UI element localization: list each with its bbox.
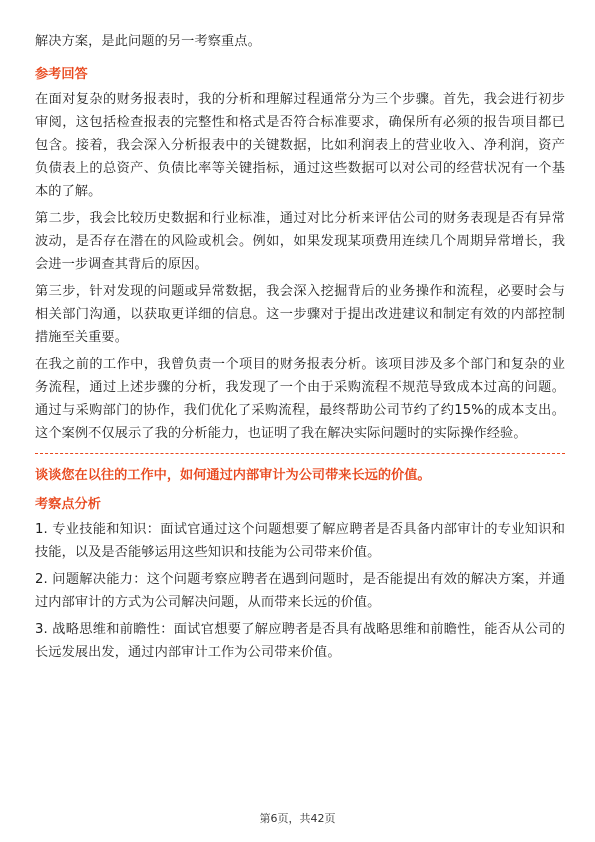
page-footer: 第6页，共42页 (259, 812, 336, 825)
answer-paragraph-3: 第三步，针对发现的问题或异常数据，我会深入挖掘背后的业务操作和流程，必要时会与相关部门沟通，以获取更详细的信息。这一步骤对于提出改进建议和制定有效的内部控制措施至关重要。 (35, 284, 565, 345)
page-content (35, 30, 565, 668)
section-divider (35, 453, 565, 454)
intro-line: 解决方案，是此问题的另一考察重点。 (35, 34, 261, 49)
reference-answer-heading: 参考回答 (35, 67, 88, 82)
question-title: 谈谈您在以往的工作中，如何通过内部审计为公司带来长远的价值。 (35, 468, 431, 483)
analysis-item-3: 3. 战略思维和前瞻性：面试官想要了解应聘者是否具有战略思维和前瞻性，能否从公司的长远发展出发，通过内部审计工作为公司带来价值。 (35, 622, 565, 660)
analysis-item-1: 1. 专业技能和知识：面试官通过这个问题想要了解应聘者是否具备内部审计的专业知识和技能，以及是否能够运用这些知识和技能为公司带来价值。 (35, 522, 565, 560)
answer-paragraph-2: 第二步，我会比较历史数据和行业标准，通过对比分析来评估公司的财务表现是否有异常波动，是否存在潜在的风险或机会。例如，如果发现某项费用连续几个周期异常增长，我会进一步调查其背后的原因。 (35, 211, 565, 272)
analysis-heading: 考察点分析 (35, 497, 101, 512)
answer-paragraph-4: 在我之前的工作中，我曾负责一个项目的财务报表分析。该项目涉及多个部门和复杂的业务流程，通过上述步骤的分析，我发现了一个由于采购流程不规范导致成本过高的问题。通过与采购部门的协作，我们优化了采购流程，最终帮助公司节约了约15%的成本支出。这个案例不仅展示了我的分析能力，也证明了我在解决实际问题时的实际操作经验。 (35, 357, 565, 441)
answer-paragraph-1: 在面对复杂的财务报表时，我的分析和理解过程通常分为三个步骤。首先，我会进行初步审阅，这包括检查报表的完整性和格式是否符合标准要求，确保所有必须的报告项目都已包含。接着，我会深入分析报表中的关键数据，比如利润表上的营业收入、净利润，资产负债表上的总资产、负债比率等关键指标，通过这些数据可以对公司的经营状况有一个基本的了解。 (35, 92, 565, 199)
analysis-item-2: 2. 问题解决能力：这个问题考察应聘者在遇到问题时，是否能提出有效的解决方案，并通过内部审计的方式为公司解决问题，从而带来长远的价值。 (35, 572, 565, 610)
